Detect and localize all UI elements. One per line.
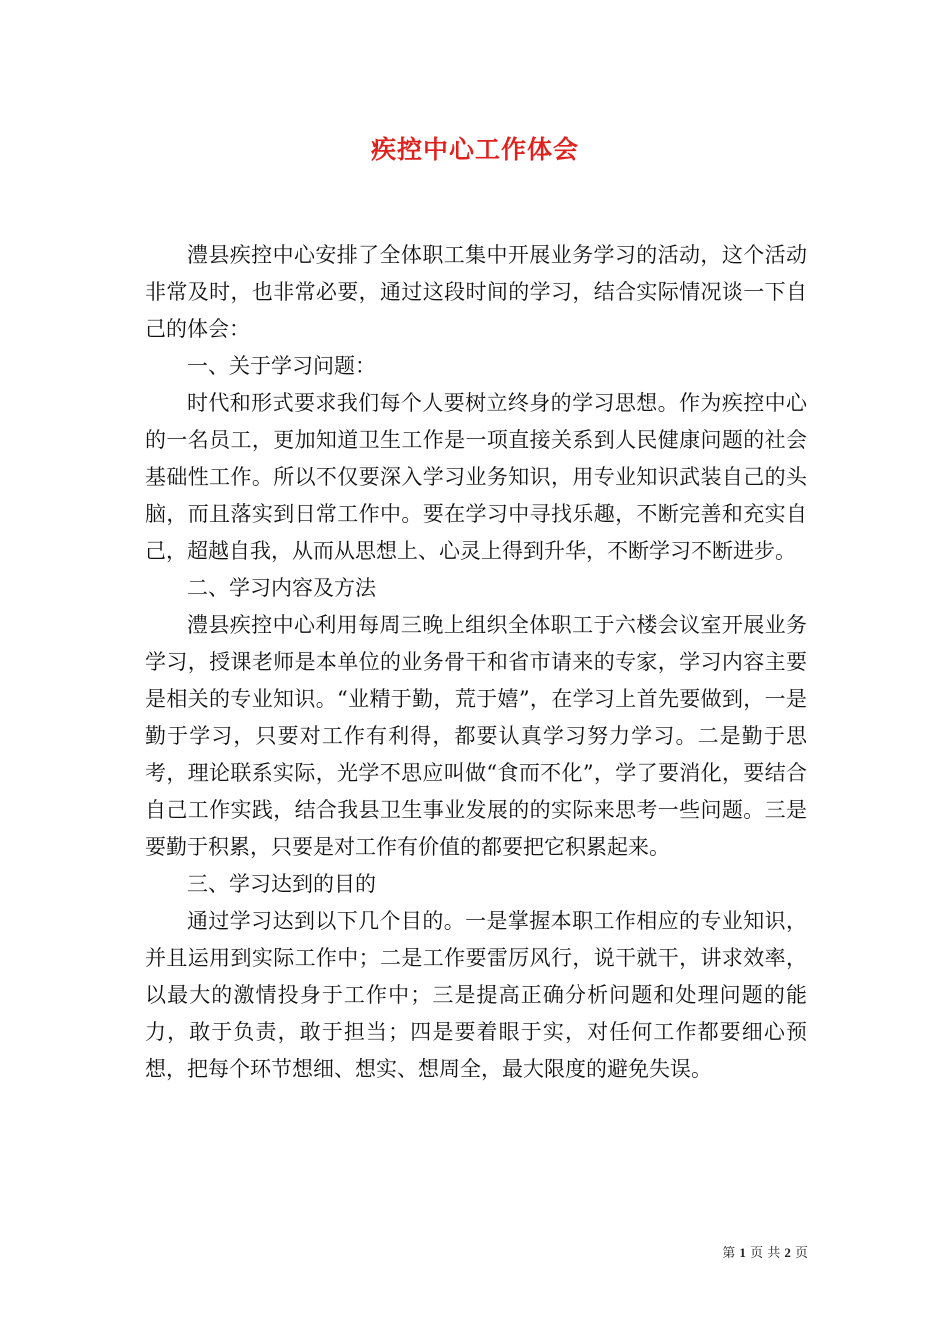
document-body (145, 237, 807, 1088)
section-heading-2: 二、学习内容及方法 (187, 576, 376, 600)
footer-suffix: 页 (794, 1246, 808, 1261)
section-heading-1: 一、关于学习问题： (187, 354, 376, 378)
paragraph-section-2: 澧县疾控中心利用每周三晚上组织全体职工于六楼会议室开展业务学习，授课老师是本单位的业务骨干和省市请来的专家，学习内容主要是相关的专业知识。“业精于勤，荒于嬉”，在学习上首先要做到，一是勤于学习，只要对工作有利得，都要认真学习努力学习。二是勤于思考，理论联系实际，光学不思应叫做“食而不化”，学了要消化，要结合自己工作实践，结合我县卫生事业发展的的实际来思考一些问题。三是要勤于积累，只要是对工作有价值的都要把它积累起来。 (145, 613, 807, 859)
document-title: 疾控中心工作体会 (370, 135, 579, 164)
paragraph-intro: 澧县疾控中心安排了全体职工集中开展业务学习的活动，这个活动非常及时，也非常必要，通过这段时间的学习，结合实际情况谈一下自己的体会： (145, 243, 807, 341)
footer-middle: 页 共 (750, 1246, 781, 1261)
section-heading-3: 三、学习达到的目的 (187, 872, 376, 896)
total-pages-number: 2 (784, 1245, 791, 1260)
page-footer (0, 1244, 808, 1263)
current-page-number: 1 (739, 1245, 746, 1260)
paragraph-section-1: 时代和形式要求我们每个人要树立终身的学习思想。作为疾控中心的一名员工，更加知道卫生工作是一项直接关系到人民健康问题的社会基础性工作。所以不仅要深入学习业务知识，用专业知识武装自己的头脑，而且落实到日常工作中。要在学习中寻找乐趣，不断完善和充实自己，超越自我，从而从思想上、心灵上得到升华，不断学习不断进步。 (145, 391, 807, 563)
footer-prefix: 第 (722, 1246, 736, 1261)
paragraph-section-3: 通过学习达到以下几个目的。一是掌握本职工作相应的专业知识，并且运用到实际工作中；二是工作要雷厉风行，说干就干，讲求效率，以最大的激情投身于工作中；三是提高正确分析问题和处理问题的能力，敢于负责，敢于担当；四是要着眼于实，对任何工作都要细心预想，把每个环节想细、想实、想周全，最大限度的避免失误。 (145, 909, 807, 1081)
